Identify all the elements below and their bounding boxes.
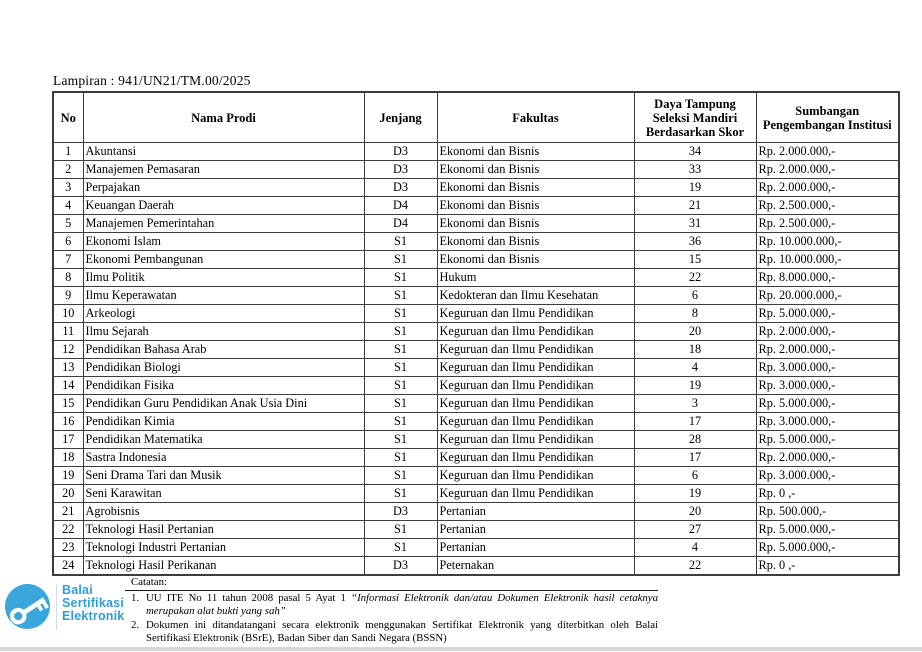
cell-no: 13 (53, 359, 83, 377)
header-daya-tampung: Daya Tampung Seleksi Mandiri Berdasarkan Skor (634, 92, 756, 143)
cell-sumbangan: Rp. 10.000.000,- (756, 233, 899, 251)
cell-no: 21 (53, 503, 83, 521)
lampiran-reference: Lampiran : 941/UN21/TM.00/2025 (53, 73, 251, 88)
table-row (53, 431, 899, 449)
cell-jenjang: S1 (364, 323, 437, 341)
cell-jenjang: S1 (364, 305, 437, 323)
note-item-2 (125, 619, 658, 645)
cell-daya-tampung: 20 (634, 503, 756, 521)
logo-wordmark (62, 584, 124, 623)
cell-jenjang: S1 (364, 539, 437, 557)
table-row (53, 395, 899, 413)
cell-daya-tampung: 22 (634, 557, 756, 576)
note-item-1 (125, 592, 658, 618)
cell-fakultas: Keguruan dan Ilmu Pendidikan (437, 377, 634, 395)
cell-fakultas: Peternakan (437, 557, 634, 576)
cell-jenjang: D4 (364, 197, 437, 215)
header-jenjang: Jenjang (364, 92, 437, 143)
cell-nama-prodi: Ilmu Sejarah (83, 323, 364, 341)
cell-nama-prodi: Teknologi Hasil Perikanan (83, 557, 364, 576)
cell-jenjang: D3 (364, 557, 437, 576)
cell-jenjang: S1 (364, 377, 437, 395)
cell-nama-prodi: Ilmu Keperawatan (83, 287, 364, 305)
cell-no: 2 (53, 161, 83, 179)
cell-no: 16 (53, 413, 83, 431)
cell-nama-prodi: Akuntansi (83, 143, 364, 161)
cell-sumbangan: Rp. 5.000.000,- (756, 431, 899, 449)
cell-no: 17 (53, 431, 83, 449)
table-row (53, 161, 899, 179)
header-nama-prodi: Nama Prodi (83, 92, 364, 143)
cell-no: 5 (53, 215, 83, 233)
note-text: Dokumen ini ditandatangani secara elektronik menggunakan Sertifikat Elektronik yang diterbitkan oleh Balai Sertifikasi Elektronik (BSrE), Badan Siber dan Sandi Negara (BSSN) (146, 619, 658, 644)
cell-sumbangan: Rp. 2.000.000,- (756, 323, 899, 341)
cell-sumbangan: Rp. 5.000.000,- (756, 305, 899, 323)
cell-nama-prodi: Pendidikan Kimia (83, 413, 364, 431)
cell-no: 1 (53, 143, 83, 161)
cell-nama-prodi: Pendidikan Matematika (83, 431, 364, 449)
cell-no: 10 (53, 305, 83, 323)
cell-daya-tampung: 15 (634, 251, 756, 269)
table-row (53, 341, 899, 359)
cell-fakultas: Pertanian (437, 539, 634, 557)
cell-jenjang: S1 (364, 467, 437, 485)
cell-fakultas: Keguruan dan Ilmu Pendidikan (437, 395, 634, 413)
table-row (53, 215, 899, 233)
cell-no: 24 (53, 557, 83, 576)
cell-daya-tampung: 22 (634, 269, 756, 287)
cell-jenjang: D4 (364, 215, 437, 233)
bsre-logo (4, 583, 125, 631)
key-icon (4, 583, 51, 630)
cell-fakultas: Ekonomi dan Bisnis (437, 215, 634, 233)
cell-no: 22 (53, 521, 83, 539)
cell-jenjang: S1 (364, 521, 437, 539)
cell-fakultas: Keguruan dan Ilmu Pendidikan (437, 485, 634, 503)
cell-sumbangan: Rp. 3.000.000,- (756, 413, 899, 431)
cell-fakultas: Keguruan dan Ilmu Pendidikan (437, 449, 634, 467)
table-row (53, 503, 899, 521)
cell-daya-tampung: 3 (634, 395, 756, 413)
cell-sumbangan: Rp. 20.000.000,- (756, 287, 899, 305)
cell-fakultas: Hukum (437, 269, 634, 287)
cell-daya-tampung: 34 (634, 143, 756, 161)
table-row (53, 377, 899, 395)
cell-no: 4 (53, 197, 83, 215)
logo-line-3: Elektronik (62, 609, 125, 623)
notes-section (125, 576, 658, 645)
cell-fakultas: Keguruan dan Ilmu Pendidikan (437, 359, 634, 377)
cell-sumbangan: Rp. 2.000.000,- (756, 179, 899, 197)
cell-daya-tampung: 18 (634, 341, 756, 359)
cell-sumbangan: Rp. 2.500.000,- (756, 215, 899, 233)
cell-daya-tampung: 6 (634, 287, 756, 305)
cell-jenjang: S1 (364, 287, 437, 305)
cell-fakultas: Kedokteran dan Ilmu Kesehatan (437, 287, 634, 305)
cell-sumbangan: Rp. 2.000.000,- (756, 341, 899, 359)
cell-fakultas: Ekonomi dan Bisnis (437, 161, 634, 179)
cell-sumbangan: Rp. 0 ,- (756, 557, 899, 576)
cell-nama-prodi: Ekonomi Pembangunan (83, 251, 364, 269)
cell-fakultas: Keguruan dan Ilmu Pendidikan (437, 467, 634, 485)
cell-fakultas: Ekonomi dan Bisnis (437, 251, 634, 269)
cell-fakultas: Ekonomi dan Bisnis (437, 143, 634, 161)
cell-sumbangan: Rp. 5.000.000,- (756, 521, 899, 539)
table-row (53, 539, 899, 557)
cell-no: 19 (53, 467, 83, 485)
cell-no: 12 (53, 341, 83, 359)
cell-daya-tampung: 31 (634, 215, 756, 233)
cell-sumbangan: Rp. 2.000.000,- (756, 143, 899, 161)
table-row (53, 197, 899, 215)
bottom-bar (0, 647, 922, 651)
table-row (53, 449, 899, 467)
cell-nama-prodi: Arkeologi (83, 305, 364, 323)
cell-nama-prodi: Pendidikan Fisika (83, 377, 364, 395)
cell-jenjang: D3 (364, 143, 437, 161)
table-row (53, 413, 899, 431)
prodi-table (52, 91, 900, 576)
cell-nama-prodi: Seni Drama Tari dan Musik (83, 467, 364, 485)
cell-no: 20 (53, 485, 83, 503)
cell-daya-tampung: 8 (634, 305, 756, 323)
cell-nama-prodi: Seni Karawitan (83, 485, 364, 503)
table-row (53, 467, 899, 485)
cell-jenjang: S1 (364, 269, 437, 287)
note-text-italic: “Informasi Elektronik dan/atau Dokumen Elektronik hasil cetaknya merupakan alat bukti yang sah” (146, 592, 658, 617)
cell-daya-tampung: 19 (634, 377, 756, 395)
cell-sumbangan: Rp. 3.000.000,- (756, 467, 899, 485)
header-sumbangan: Sumbangan Pengembangan Institusi (756, 92, 899, 143)
cell-daya-tampung: 6 (634, 467, 756, 485)
cell-jenjang: D3 (364, 503, 437, 521)
cell-daya-tampung: 4 (634, 359, 756, 377)
logo-line-1: Balai (62, 583, 93, 597)
cell-fakultas: Keguruan dan Ilmu Pendidikan (437, 323, 634, 341)
cell-fakultas: Keguruan dan Ilmu Pendidikan (437, 341, 634, 359)
cell-sumbangan: Rp. 8.000.000,- (756, 269, 899, 287)
cell-daya-tampung: 33 (634, 161, 756, 179)
table-row (53, 179, 899, 197)
cell-no: 14 (53, 377, 83, 395)
cell-jenjang: S1 (364, 449, 437, 467)
cell-fakultas: Keguruan dan Ilmu Pendidikan (437, 431, 634, 449)
table-row (53, 143, 899, 161)
cell-jenjang: S1 (364, 485, 437, 503)
cell-jenjang: D3 (364, 161, 437, 179)
cell-nama-prodi: Agrobisnis (83, 503, 364, 521)
header-no: No (53, 92, 83, 143)
table-row (53, 557, 899, 576)
cell-sumbangan: Rp. 500.000,- (756, 503, 899, 521)
cell-fakultas: Ekonomi dan Bisnis (437, 197, 634, 215)
cell-no: 8 (53, 269, 83, 287)
cell-sumbangan: Rp. 2.000.000,- (756, 449, 899, 467)
table-row (53, 269, 899, 287)
cell-nama-prodi: Manajemen Pemerintahan (83, 215, 364, 233)
logo-divider (56, 584, 57, 630)
table-row (53, 521, 899, 539)
table-row (53, 485, 899, 503)
cell-jenjang: D3 (364, 179, 437, 197)
cell-no: 11 (53, 323, 83, 341)
cell-fakultas: Pertanian (437, 503, 634, 521)
cell-daya-tampung: 19 (634, 179, 756, 197)
notes-heading: Catatan: (125, 576, 658, 591)
cell-daya-tampung: 36 (634, 233, 756, 251)
cell-nama-prodi: Pendidikan Biologi (83, 359, 364, 377)
cell-nama-prodi: Keuangan Daerah (83, 197, 364, 215)
cell-sumbangan: Rp. 0 ,- (756, 485, 899, 503)
cell-nama-prodi: Manajemen Pemasaran (83, 161, 364, 179)
cell-no: 7 (53, 251, 83, 269)
cell-sumbangan: Rp. 10.000.000,- (756, 251, 899, 269)
cell-no: 23 (53, 539, 83, 557)
cell-fakultas: Ekonomi dan Bisnis (437, 179, 634, 197)
header-fakultas: Fakultas (437, 92, 634, 143)
table-row (53, 287, 899, 305)
cell-daya-tampung: 19 (634, 485, 756, 503)
cell-daya-tampung: 28 (634, 431, 756, 449)
note-number: 2. (131, 619, 140, 631)
cell-daya-tampung: 27 (634, 521, 756, 539)
logo-line-2: Sertifikasi (62, 596, 124, 610)
cell-daya-tampung: 20 (634, 323, 756, 341)
cell-sumbangan: Rp. 5.000.000,- (756, 539, 899, 557)
cell-nama-prodi: Pendidikan Bahasa Arab (83, 341, 364, 359)
cell-fakultas: Pertanian (437, 521, 634, 539)
cell-daya-tampung: 17 (634, 449, 756, 467)
cell-no: 6 (53, 233, 83, 251)
cell-no: 3 (53, 179, 83, 197)
cell-no: 18 (53, 449, 83, 467)
cell-nama-prodi: Ekonomi Islam (83, 233, 364, 251)
table-header-row (53, 92, 899, 143)
cell-sumbangan: Rp. 3.000.000,- (756, 377, 899, 395)
cell-sumbangan: Rp. 2.000.000,- (756, 161, 899, 179)
cell-nama-prodi: Ilmu Politik (83, 269, 364, 287)
cell-jenjang: S1 (364, 413, 437, 431)
cell-fakultas: Keguruan dan Ilmu Pendidikan (437, 413, 634, 431)
cell-daya-tampung: 21 (634, 197, 756, 215)
note-text (146, 592, 658, 618)
cell-daya-tampung: 4 (634, 539, 756, 557)
cell-jenjang: S1 (364, 341, 437, 359)
cell-jenjang: S1 (364, 359, 437, 377)
cell-nama-prodi: Pendidikan Guru Pendidikan Anak Usia Dini (83, 395, 364, 413)
cell-jenjang: S1 (364, 395, 437, 413)
table-row (53, 251, 899, 269)
table-row (53, 305, 899, 323)
cell-daya-tampung: 17 (634, 413, 756, 431)
cell-sumbangan: Rp. 2.500.000,- (756, 197, 899, 215)
table-row (53, 323, 899, 341)
cell-nama-prodi: Perpajakan (83, 179, 364, 197)
table-row (53, 233, 899, 251)
cell-no: 9 (53, 287, 83, 305)
note-text-plain: UU ITE No 11 tahun 2008 pasal 5 Ayat 1 (146, 592, 352, 604)
cell-nama-prodi: Teknologi Industri Pertanian (83, 539, 364, 557)
cell-sumbangan: Rp. 3.000.000,- (756, 359, 899, 377)
cell-nama-prodi: Sastra Indonesia (83, 449, 364, 467)
cell-jenjang: S1 (364, 233, 437, 251)
cell-no: 15 (53, 395, 83, 413)
table-row (53, 359, 899, 377)
cell-fakultas: Ekonomi dan Bisnis (437, 233, 634, 251)
cell-sumbangan: Rp. 5.000.000,- (756, 395, 899, 413)
cell-jenjang: S1 (364, 251, 437, 269)
cell-jenjang: S1 (364, 431, 437, 449)
cell-fakultas: Keguruan dan Ilmu Pendidikan (437, 305, 634, 323)
cell-nama-prodi: Teknologi Hasil Pertanian (83, 521, 364, 539)
note-number: 1. (131, 592, 140, 604)
